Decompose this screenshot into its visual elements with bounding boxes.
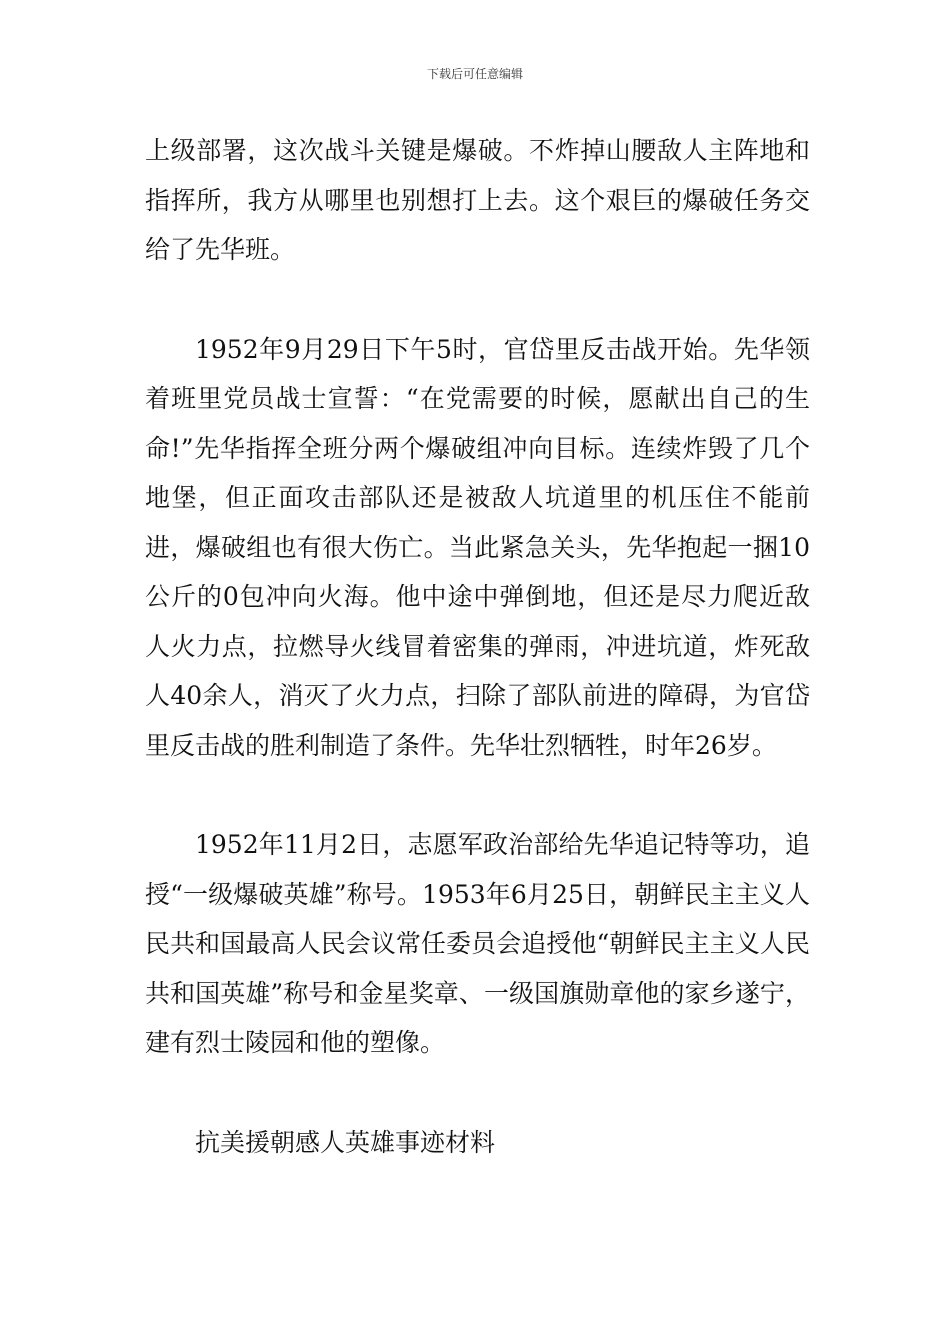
page-header-note: 下载后可任意编辑 [426, 67, 523, 81]
section-heading: 抗美援朝感人英雄事迹材料 [195, 1127, 496, 1157]
paragraph-honors: 1952年11月2日，志愿军政治部给先华追记特等功，追授“一级爆破英雄”称号。1953年6月25日，朝鲜民主主义人民共和国最高人民会议常任委员会追授他“朝鲜民主主义人民共和国英雄”称号和金星奖章、一级国旗勋章他的家乡遂宁，建有烈士陵园和他的塑像。 [145, 830, 810, 1057]
paragraph-continued: 上级部署，这次战斗关键是爆破。不炸掉山腰敌人主阵地和指挥所，我方从哪里也别想打上去。这个艰巨的爆破任务交给了先华班。 [145, 136, 810, 264]
document-body [145, 126, 810, 1167]
paragraph-battle-account: 1952年9月29日下午5时，官岱里反击战开始。先华领着班里党员战士宣誓：“在党需要的时候，愿献出自己的生命!”先华指挥全班分两个爆破组冲向目标。连续炸毁了几个地堡，但正面攻击部队还是被敌人坑道里的机压住不能前进，爆破组也有很大伤亡。当此紧急关头，先华抱起一捆10公斤的0包冲向火海。他中途中弹倒地，但还是尽力爬近敌人火力点，拉燃导火线冒着密集的弹雨，冲进坑道，炸死敌人40余人，消灭了火力点，扫除了部队前进的障碍，为官岱里反击战的胜利制造了条件。先华壮烈牺牲，时年26岁。 [145, 334, 810, 760]
